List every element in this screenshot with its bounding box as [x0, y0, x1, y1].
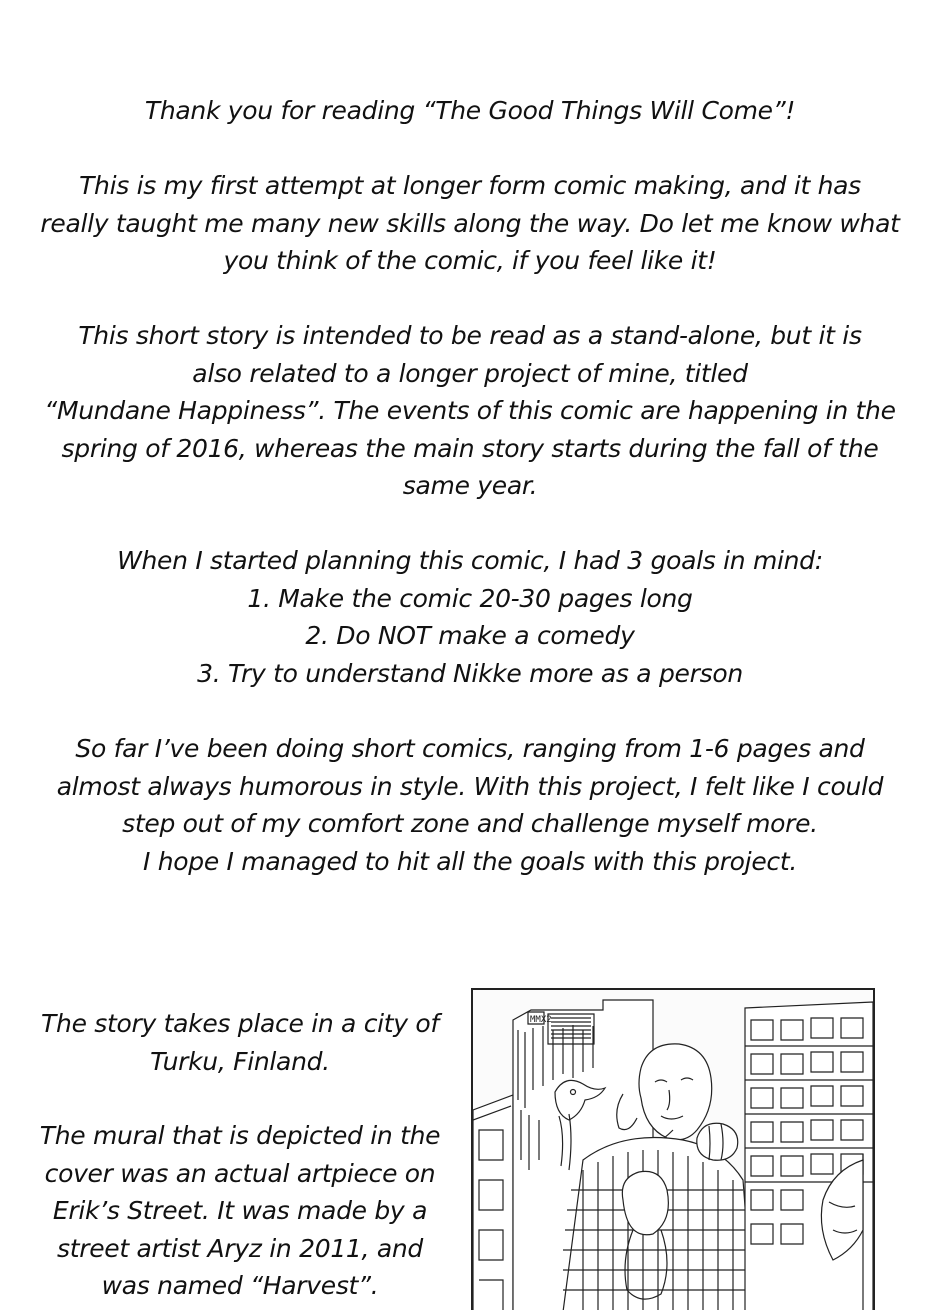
paragraph-goals: [30, 542, 910, 692]
mural-illustration: [471, 988, 875, 1310]
old-building-drawing: [473, 1095, 513, 1310]
text-line: almost always humorous in style. With this project, I felt like I could: [56, 771, 884, 801]
text-line: When I started planning this comic, I had 3 goals in mind:: [117, 546, 823, 575]
thank-you-heading: [30, 92, 910, 130]
text-line: spring of 2016, whereas the main story starts during the fall of the: [61, 433, 879, 463]
text-line: also related to a longer project of mine, titled: [192, 358, 748, 388]
text-line: So far I’ve been doing short comics, ranging from 1-6 pages and: [75, 734, 865, 763]
text-line: street artist Aryz in 2011, and: [57, 1233, 423, 1263]
paragraph-first-attempt: [30, 167, 910, 280]
text-line: Turku, Finland.: [150, 1046, 330, 1076]
text-line: This short story is intended to be read as a stand-alone, but it is: [78, 321, 862, 350]
text-line: same year.: [402, 471, 538, 500]
thank-you-line: Thank you for reading “The Good Things Will Come”!: [144, 96, 796, 125]
text-line: really taught me many new skills along the way. Do let me know what: [40, 208, 900, 238]
goal-item: 1. Make the comic 20-30 pages long: [247, 583, 693, 613]
text-line: step out of my comfort zone and challenge myself more.: [122, 809, 818, 838]
text-line: cover was an actual artpiece on: [44, 1158, 436, 1188]
text-line: Erik’s Street. It was made by a: [52, 1196, 428, 1225]
text-line: This is my first attempt at longer form comic making, and it has: [79, 171, 861, 200]
text-line: you think of the comic, if you feel like it!: [223, 246, 717, 275]
goal-item: 3. Try to understand Nikke more as a person: [197, 658, 743, 688]
text-line: I hope I managed to hit all the goals with this project.: [142, 846, 797, 876]
building-sign-text: MMX2: [530, 1015, 552, 1025]
paragraph-standalone: [30, 317, 910, 505]
story-location-text: [28, 1005, 452, 1080]
apartment-building-drawing: [745, 1002, 873, 1310]
text-line: was named “Harvest”.: [101, 1271, 379, 1300]
text-line: The mural that is depicted in the: [39, 1121, 441, 1150]
pumpkin-drawing: [697, 1123, 738, 1160]
mural-description-text: [28, 1117, 452, 1305]
paragraph-short-comics: [30, 730, 910, 880]
text-line: “Mundane Happiness”. The events of this comic are happening in the: [44, 396, 896, 425]
goal-item: 2. Do NOT make a comedy: [305, 621, 635, 650]
text-line: The story takes place in a city of: [41, 1009, 439, 1038]
